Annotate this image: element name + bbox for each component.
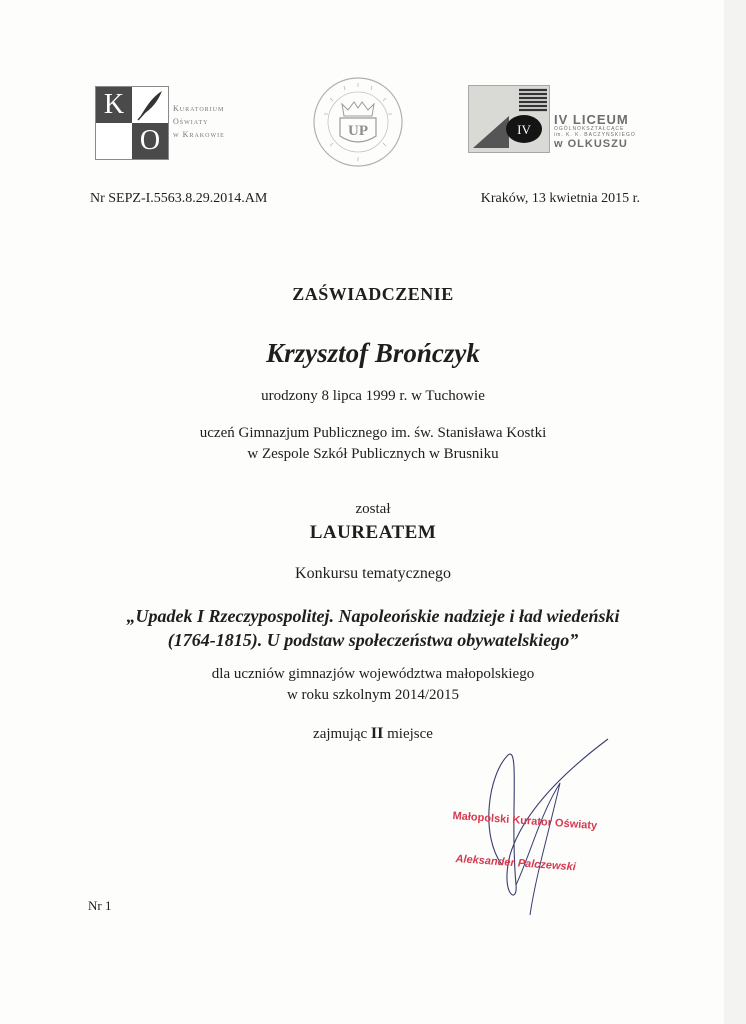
liceum-city: w OLKUSZU [554,138,628,150]
recipient-name: Krzysztof Brończyk [266,338,480,368]
place-suffix: miejsce [387,726,433,742]
liceum-line2: im. K. K. BACZYŃSKIEGO [554,132,636,138]
handwritten-signature [440,735,640,925]
feather-icon [132,87,168,123]
ko-grid [95,86,169,160]
ko-letter-k: K [96,87,132,123]
liceum-line1: OGÓLNOKSZTAŁCĄCE [554,126,625,132]
place-prefix: zajmując [313,726,368,742]
liceum-title: IV LICEUM [554,112,629,127]
ko-letter-o: O [132,123,168,159]
liceum-text [554,113,636,150]
ko-blank-cell [96,123,132,159]
liceum-logo [468,85,644,153]
place-value: II [370,725,384,742]
kuratorium-name: Kuratorium Oświaty w Krakowie [173,104,225,139]
kuratorium-logo [95,86,265,160]
liceum-monogram: IV [517,122,531,137]
audience-line-1: dla uczniów gimnazjów województwa małopolskiego [211,666,535,682]
became-text: został [355,501,391,517]
issue-date: Kraków, 13 kwietnia 2015 r. [480,191,640,206]
stamp-person: Aleksander Palczewski [455,853,577,874]
certificate-number: Nr 1 [88,898,112,913]
birth-info: urodzony 8 lipca 1999 r. w Tuchowie [261,388,485,404]
university-seal-icon [310,74,406,170]
stamp-office: Małopolski Kurator Oświaty [452,810,598,833]
school-line-2: w Zespole Szkół Publicznych w Brusniku [247,446,499,462]
contest-label: Konkursu tematycznego [295,565,451,582]
audience-line-2: w roku szkolnym 2014/2015 [286,687,460,703]
contest-topic-line-1: „Upadek I Rzeczypospolitej. Napoleońskie nadzieje i ład wiedeński [126,606,620,626]
school-line-1: uczeń Gimnazjum Publicznego im. św. Stanisława Kostki [199,425,547,441]
laureate-heading: LAUREATEM [309,522,437,543]
university-monogram: UP [348,123,368,139]
certificate-title: ZAŚWIADCZENIE [292,284,454,304]
reference-number: Nr SEPZ-I.5563.8.29.2014.AM [90,191,268,206]
contest-topic-line-2: (1764-1815). U podstaw społeczeństwa obywatelskiego” [167,630,579,650]
liceum-emblem [468,85,550,153]
